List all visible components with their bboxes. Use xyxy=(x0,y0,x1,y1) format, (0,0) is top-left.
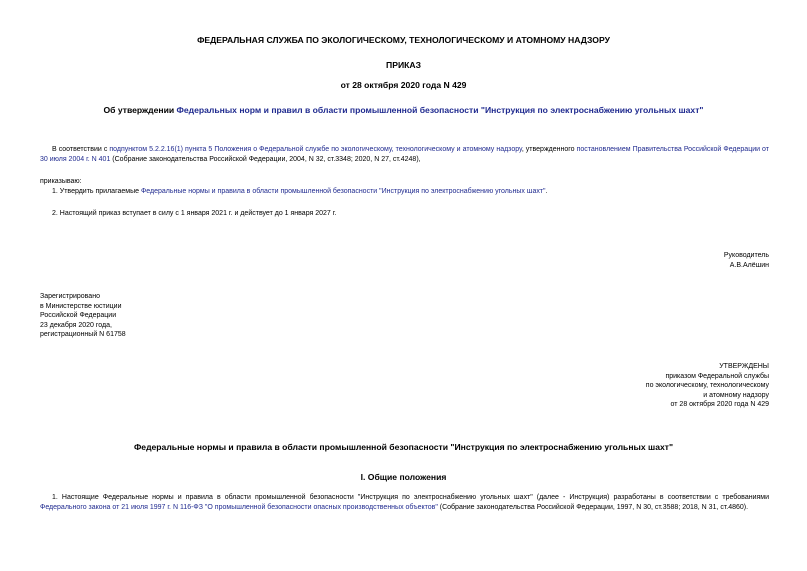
rules-p1-text-2: (Собрание законодательства Российской Федерации, 1997, N 30, ст.3588; 2018, N 31, ст.4860). xyxy=(437,503,749,511)
government-decree-link[interactable]: постановлением Правительства Российской Федерации от 30 июля 2004 г. N 401 xyxy=(40,146,770,163)
order-word: приказываю: xyxy=(40,178,82,185)
regulation-link[interactable]: подпунктом 5.2.2.16(1) пункта 5 Положения о Федеральной службе по экологическому, технологическому и атомному надзору xyxy=(109,146,522,153)
order-item-1-end: . xyxy=(545,188,548,195)
registration-line: Зарегистрировано xyxy=(40,293,100,300)
agency-heading: ФЕДЕРАЛЬНАЯ СЛУЖБА ПО ЭКОЛОГИЧЕСКОМУ, ТЕХНОЛОГИЧЕСКОМУ И АТОМНОМУ НАДЗОРУ xyxy=(197,35,610,45)
approval-line: по экологическому, технологическому xyxy=(645,382,769,390)
registration-line: в Министерстве юстиции xyxy=(40,302,122,310)
approval-line: и атомному надзору xyxy=(703,391,769,399)
order-item-1-text: 1. Утвердить прилагаемые xyxy=(52,188,141,195)
section-heading: I. Общие положения xyxy=(360,472,447,482)
doc-title-link[interactable]: Федеральных норм и правил в области промышленной безопасности "Инструкция по электроснабжению угольных шахт" xyxy=(176,105,704,115)
doc-type: ПРИКАЗ xyxy=(386,60,421,70)
registration-block xyxy=(40,292,290,340)
order-item-1 xyxy=(52,187,769,197)
federal-law-link[interactable]: Федерального закона от 21 июля 1997 г. N 116-ФЗ "О промышленной безопасности опасных производственных объектов" xyxy=(40,503,438,511)
approval-title: УТВЕРЖДЕНЫ xyxy=(719,363,769,370)
registration-line: 23 декабря 2020 года, xyxy=(40,321,112,329)
registration-line: Российской Федерации xyxy=(40,312,117,320)
approval-block xyxy=(480,362,769,410)
rules-paragraph-1 xyxy=(40,493,769,512)
signature-name: А.В.Алёшин xyxy=(729,262,769,269)
doc-date: от 28 октября 2020 года N 429 xyxy=(340,80,467,90)
registration-line: регистрационный N 61758 xyxy=(40,331,126,339)
order-item-2: 2. Настоящий приказ вступает в силу с 1 января 2021 г. и действует до 1 января 2027 г. xyxy=(52,210,337,217)
doc-title xyxy=(0,106,807,116)
rules-link[interactable]: Федеральные нормы и правила в области промышленной безопасности "Инструкция по электроснабжению угольных шахт" xyxy=(140,188,546,195)
approval-line: от 28 октября 2020 года N 429 xyxy=(670,401,769,409)
preamble-text-2: , утвержденного xyxy=(521,146,577,153)
rules-title: Федеральные нормы и правила в области промышленной безопасности "Инструкция по электроснабжению угольных шахт" xyxy=(133,442,674,452)
preamble-text-1: В соответствии с xyxy=(52,146,110,153)
rules-p1-text-1: 1. Настоящие Федеральные нормы и правила в области промышленной безопасности "Инструкция по электроснабжению угольных шахт" (далее - Инструкция) разработаны в соответствии с требованиями xyxy=(52,494,769,501)
preamble-paragraph xyxy=(40,145,769,164)
approval-line: приказом Федеральной службы xyxy=(665,372,769,380)
preamble-text-3: (Собрание законодательства Российской Федерации, 2004, N 32, ст.3348; 2020, N 27, ст.4248), xyxy=(110,155,421,163)
doc-title-prefix: Об утверждении xyxy=(103,105,177,115)
signature-role: Руководитель xyxy=(723,252,769,259)
